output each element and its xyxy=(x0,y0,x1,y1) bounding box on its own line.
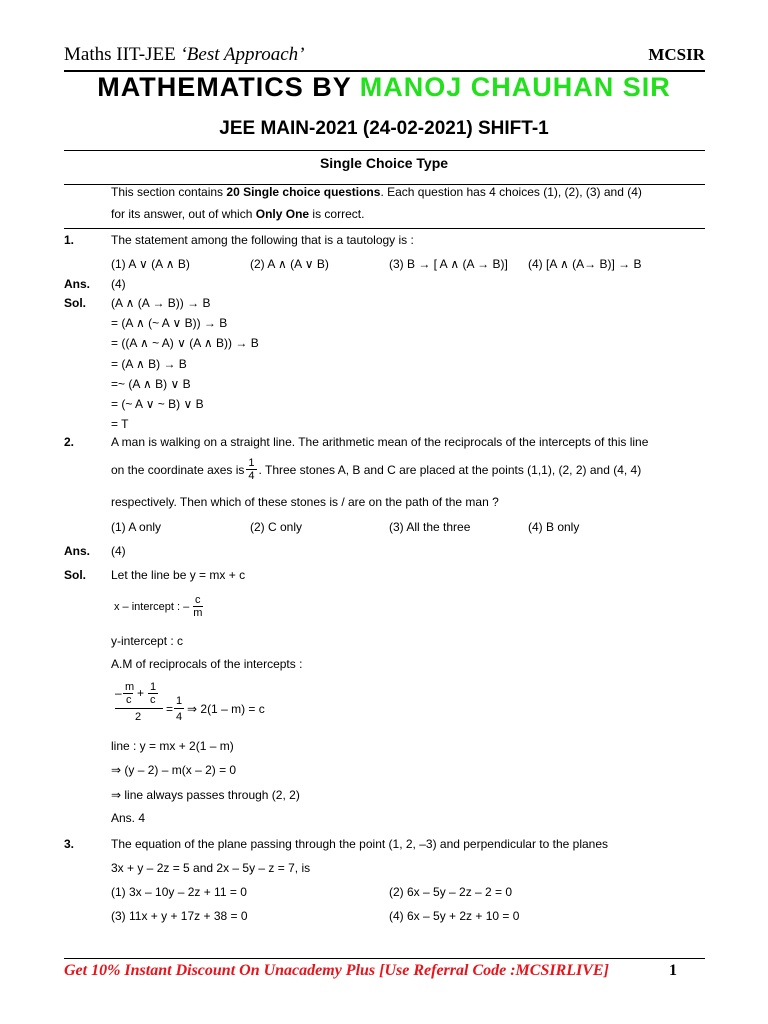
answer-label: Ans. xyxy=(64,277,91,291)
page-subtitle: JEE MAIN-2021 (24-02-2021) SHIFT-1 xyxy=(219,118,549,139)
question-number: 3. xyxy=(64,837,75,851)
fraction-numerator: 1 xyxy=(248,457,255,469)
intro-bold: 20 Single choice questions xyxy=(226,185,381,199)
x-intercept xyxy=(114,594,206,619)
option: (2) A ∧ (A ∨ B) xyxy=(250,257,329,271)
solution-line: ⇒ (y – 2) – m(x – 2) = 0 xyxy=(111,763,237,777)
solution-line: line : y = mx + 2(1 – m) xyxy=(111,739,234,753)
header-left-text: Maths IIT-JEE xyxy=(64,44,181,65)
answer-label: Ans. xyxy=(64,544,91,558)
title-part2: MANOJ CHAUHAN SIR xyxy=(359,72,671,102)
question-text-part: . Three stones A, B and C are placed at the points (1,1), (2, 2) and (4, 4) xyxy=(258,462,642,477)
option: (4) 6x – 5y + 2z + 10 = 0 xyxy=(389,909,520,923)
fraction-denominator: 4 xyxy=(248,470,255,482)
mean-equation xyxy=(113,680,313,726)
intro-line-1 xyxy=(111,185,642,199)
eq-m: m xyxy=(125,681,135,693)
page-number: 1 xyxy=(669,962,677,979)
option: (1) A only xyxy=(111,520,162,534)
intro-text: for its answer, out of which xyxy=(111,207,256,221)
solution-label: Sol. xyxy=(64,296,87,310)
eq-c: c xyxy=(126,694,132,706)
eq-c: c xyxy=(150,694,156,706)
solution-line: Ans. 4 xyxy=(111,811,146,825)
option: (2) 6x – 5y – 2z – 2 = 0 xyxy=(389,885,513,899)
solution-line: ⇒ line always passes through (2, 2) xyxy=(111,788,300,802)
option: (3) All the three xyxy=(389,520,471,534)
eq-plus: + xyxy=(137,686,145,700)
fraction xyxy=(191,594,204,619)
fraction-numerator: c xyxy=(195,594,201,606)
page-title xyxy=(0,72,768,103)
eq-minus: – xyxy=(115,686,122,700)
eq-rhs-bar xyxy=(174,708,184,709)
solution-label: Sol. xyxy=(64,568,87,582)
solution-line: = (A ∧ (~ A ∨ B)) → B xyxy=(111,316,228,330)
question-text: The statement among the following that is a tautology is : xyxy=(111,233,414,247)
header-left xyxy=(64,44,304,66)
header-left-italic: ‘Best Approach’ xyxy=(180,44,305,65)
section-title: Single Choice Type xyxy=(319,155,449,171)
intro-text: This section contains xyxy=(111,185,227,199)
eq-main-bar xyxy=(115,708,163,709)
answer-value: (4) xyxy=(111,544,126,558)
solution-line: A.M of reciprocals of the intercepts : xyxy=(111,657,303,671)
title-part1: MATHEMATICS BY xyxy=(97,72,360,102)
option: (4) B only xyxy=(528,520,580,534)
question-text: respectively. Then which of these stones is / are on the path of the man ? xyxy=(111,495,499,509)
fraction-denominator: m xyxy=(193,607,203,619)
divider-top xyxy=(64,150,705,151)
solution-line: = (~ A ∨ ~ B) ∨ B xyxy=(111,397,204,411)
option: (3) B → [ A ∧ (A → B)] xyxy=(389,257,508,271)
question-text: 3x + y – 2z = 5 and 2x – 5y – z = 7, is xyxy=(111,861,311,875)
eq-rhs-den: 4 xyxy=(176,711,183,723)
question-text: A man is walking on a straight line. The arithmetic mean of the reciprocals of the intercepts of this line xyxy=(111,435,649,449)
solution-line: = T xyxy=(111,417,129,431)
option: (3) 11x + y + 17z + 38 = 0 xyxy=(111,909,248,923)
eq-equals: = xyxy=(166,702,174,716)
solution-line: = ((A ∧ ~ A) ∨ (A ∧ B)) → B xyxy=(111,336,259,350)
header-right: MCSIR xyxy=(648,45,705,64)
footer-rule xyxy=(64,958,705,959)
eq-two: 2 xyxy=(135,711,142,723)
option: (1) 3x – 10y – 2z + 11 = 0 xyxy=(111,885,247,899)
option: (4) [A ∧ (A→ B)] → B xyxy=(528,257,642,271)
question-text xyxy=(111,457,641,482)
question-text: The equation of the plane passing through the point (1, 2, –3) and perpendicular to the planes xyxy=(111,837,609,851)
intro-bold: Only One xyxy=(255,207,310,221)
divider-intro xyxy=(64,228,705,229)
fraction xyxy=(246,457,256,482)
question-number: 1. xyxy=(64,233,75,247)
eq-result: ⇒ 2(1 – m) = c xyxy=(187,702,265,716)
solution-line: =~ (A ∧ B) ∨ B xyxy=(111,377,191,391)
intro-text: is correct. xyxy=(309,207,365,221)
eq-one: 1 xyxy=(150,681,157,693)
intro-line-2 xyxy=(111,207,364,221)
eq-rhs-num: 1 xyxy=(176,695,183,707)
x-intercept-text: x – intercept : – xyxy=(114,600,190,613)
solution-line: = (A ∧ B) → B xyxy=(111,357,187,371)
answer-value: (4) xyxy=(111,277,126,291)
solution-line: Let the line be y = mx + c xyxy=(111,568,246,582)
option: (2) C only xyxy=(250,520,303,534)
question-number: 2. xyxy=(64,435,75,449)
question-text-part: on the coordinate axes is xyxy=(111,462,245,477)
footer-promo: Get 10% Instant Discount On Unacademy Plus [Use Referral Code :MCSIRLIVE] xyxy=(64,962,609,979)
option: (1) A ∨ (A ∧ B) xyxy=(111,257,190,271)
solution-line: (A ∧ (A → B)) → B xyxy=(111,296,211,310)
intro-text: . Each question has 4 choices (1), (2), (3) and (4) xyxy=(380,185,642,199)
solution-line: y-intercept : c xyxy=(111,634,184,648)
